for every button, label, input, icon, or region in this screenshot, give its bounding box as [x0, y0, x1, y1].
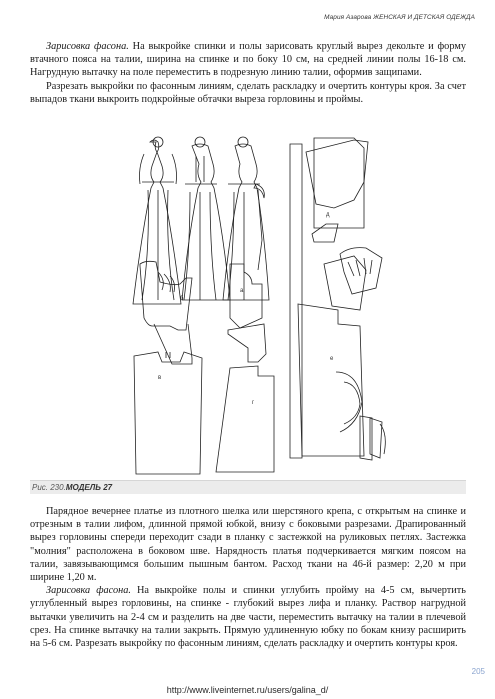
svg-text:б: б — [180, 296, 184, 302]
figure-drawing — [30, 134, 466, 479]
back-pattern — [216, 264, 274, 472]
intro-label: Зарисовка фасона. — [46, 41, 129, 52]
page-number: 205 — [471, 667, 485, 676]
svg-text:г: г — [252, 400, 255, 406]
svg-text:а: а — [240, 288, 244, 294]
intro-paragraph-1 — [30, 40, 466, 80]
dress-sketch-back — [182, 137, 230, 300]
body-label: Зарисовка фасона. — [46, 585, 131, 597]
cutting-layout — [290, 138, 385, 460]
figure-caption — [30, 480, 466, 494]
pattern-figure — [30, 134, 466, 479]
svg-text:в: в — [158, 375, 162, 381]
caption-model: МОДЕЛЬ 27 — [65, 483, 113, 492]
front-pattern — [134, 261, 202, 474]
intro-text — [30, 40, 466, 106]
dress-sketch-front — [133, 137, 181, 304]
body-para2-text: На выкройке полы и спинки углубить пройму на 4-5 см, вычертить углубленный вырез горловины, на спинке - глубокий вырез лифа и планку. Раствор нагрудной вытачки увеличить на 2-4 см и разделить на две части, переместить вытачку на талии в плечевой срез. На спинке вытачку на талии закрыть. Прямую удлиненную юбку по бокам книзу расширить на 5-6 см. Разрезать выкройку по фасонным линиям, сделать раскладку и очертить контуры кроя. — [30, 585, 467, 650]
intro-paragraph-2: Разрезать выкройки по фасонным линиям, сделать раскладку и очертить контуры кроя. За счет выпадов ткани выкроить подкройные обтачки выреза горловины и проймы. — [30, 80, 466, 105]
body-paragraph-2 — [30, 584, 466, 650]
caption-prefix: Рис. 230. — [32, 483, 66, 492]
body-paragraph-1: Парядное вечернее платье из плотного шелка или шерстяного крепа, с открытым на спинке и отрезным в талии лифом, длинной прямой юбкой, внизу с боковыми разрезами. Драпированный вырез горловины спереди переходит сзади в планку с застежкой на руликовых петлях. Застежка "молния" расположена в боковом шве. Нарядность платья подчеркивается мягким поясом на талии, завязывающимся большим пышным бантом. Расход ткани на 46-й размер: 2,20 м при ширине 1,20 м. — [30, 506, 466, 584]
intro-para1-text: На выкройке спинки и полы зарисовать круглый вырез декольте и форму втачного пояса на талии, ширина на спинке и по боку 10 см, на средней линии полы 16-18 см. Нагрудную вытачку на поле переместить в подрезную линию талии, оформив защипами. — [30, 41, 466, 79]
body-text — [30, 505, 466, 650]
svg-text:д: д — [326, 212, 330, 218]
svg-text:е: е — [330, 356, 334, 362]
running-header: Мария Азарова ЖЕНСКАЯ И ДЕТСКАЯ ОДЕЖДА — [324, 14, 475, 21]
source-url[interactable]: http://www.liveinternet.ru/users/galina_d/ — [166, 685, 329, 695]
